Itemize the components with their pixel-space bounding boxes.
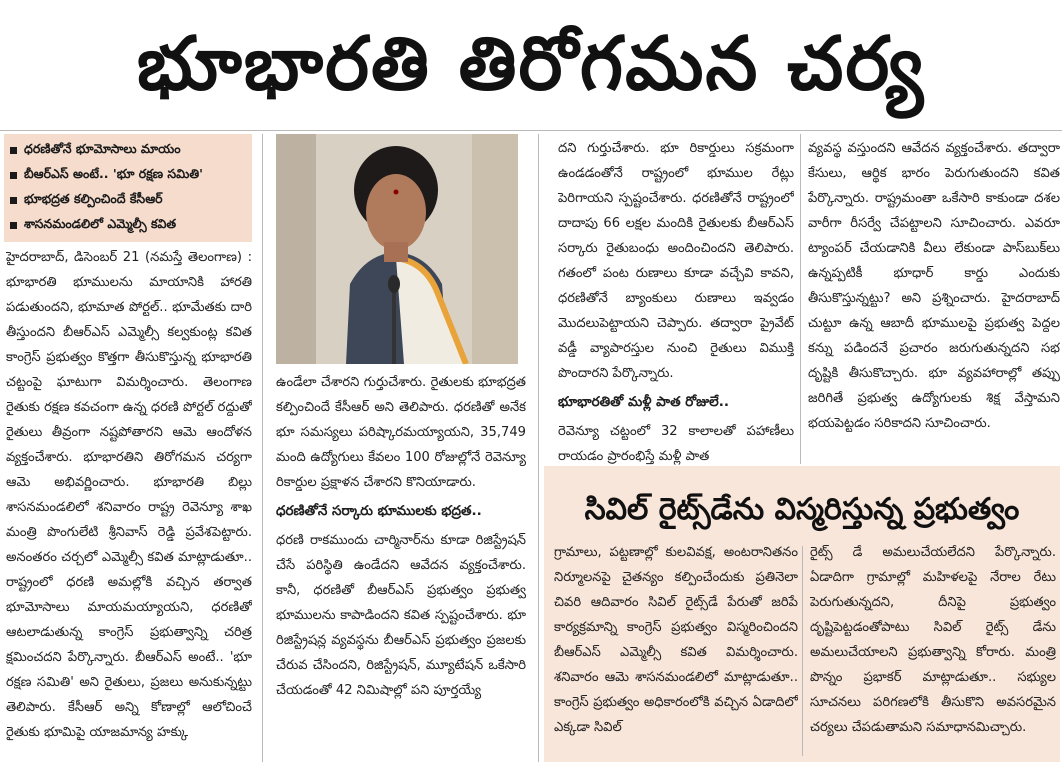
- headline: భూభారతి తిరోగమన చర్య: [136, 21, 926, 107]
- subheading-old-days: భూభారతితో మళ్లీ పాత రోజులే..: [558, 394, 730, 410]
- article-column-4: వ్యవస్థ వస్తుందని ఆవేదన వ్యక్తంచేశారు. తద్వారా కేసులు, ఆర్థిక భారం పెరుగుతుందని కవిత పేర్కొన్నారు. రాష్ట్రమంతా ఒకేసారి కాకుండా దశల వారీగా రీసర్వే చేపట్టాలని సూచించారు. ఎవరూ ట్యాంపర్‌ చేయడానికి వీలు లేకుండా పాస్‌బుక్‌లు ఉన్నప్పటికీ భూధార్‌ కార్డు ఎందుకు తీసుకొస్తున్నట్టు? అని ప్రశ్నించారు. హైదరాబాద్‌ చుట్టూ ఉన్న ఆబాదీ భూములపై ప్రభుత్వ పెద్దల కన్ను పడిందనే ప్రచారం జరుగుతున్నదని సభ దృష్టికి తీసుకొచ్చారు. భూ వ్యవహారాల్లో తప్పు జరిగితే ప్రభుత్వ ఉద్యోగులకు శిక్ష వేస్తామని భయపెట్టడం సరికాదని సూచించారు.: [808, 141, 1060, 431]
- box-title: సివిల్‌ రైట్స్‌డేను విస్మరిస్తున్న ప్రభుత్వం: [584, 492, 1020, 527]
- box-column-1: గ్రామాలు, పట్టణాల్లో కులవివక్ష, అంటరానితనం నిర్మూలనపై చైతన్యం కల్పించేందుకు ప్రతినెలా చివరి ఆదివారం సివిల్‌ రైట్స్‌డే పేరుతో జరిపే కార్యక్రమాన్ని కాంగ్రెస్‌ ప్రభుత్వం విస్మరించిందని బీఆర్‌ఎస్‌ ఎమ్మెల్సీ కవిత విమర్శించారు. శనివారం ఆమె శాసనమండలిలో మాట్లాడుతూ.. కాంగ్రెస్‌ ప్రభుత్వం అధికారంలోకి వచ్చిన ఏడాదిలో ఎక్కడా సివిల్‌: [554, 545, 798, 735]
- column-3-text-top: దని గుర్తుచేశారు. భూ రికార్డులు సక్రమంగా ఉండడంతోనే రాష్ట్రంలో భూముల రేట్లు పెరిగాయని స్పష్టంచేశారు. ధరణితోనే రాష్ట్రంలో దాదాపు 66 లక్షల మందికి రైతులకు బీఆర్‌ఎస్‌ సర్కారు రైతుబంధు అందించిందని తెలిపారు. గతంలో పంట రుణాలు కూడా వచ్చేవి కావని, ధరణితోనే బ్యాంకులు రుణాలు ఇవ్వడం మొదలుపెట్టాయని చెప్పారు. తద్వారా ప్రైవేట్‌ వడ్డీ వ్యాపారస్తుల నుంచి రైతులు విముక్తి పొందారని పేర్కొన్నారు.: [558, 141, 794, 381]
- highlight-text: ధరణితోనే భూమోసాలు మాయం: [24, 141, 181, 156]
- kavitha-photo-illustration: [276, 134, 518, 364]
- highlight-item: [10, 188, 246, 213]
- highlight-text: శాసనమండలిలో ఎమ్మెల్సీ కవిత: [24, 216, 177, 231]
- highlight-item: [10, 213, 246, 238]
- bullet-icon: [10, 172, 17, 179]
- article-column-3: [558, 136, 794, 476]
- column-divider: [262, 134, 263, 762]
- column-2-text-top: ఉండేలా చేశారని గుర్తుచేశారు. రైతులకు భూభద్రత కల్పించిందే కేసీఆర్‌ అని తెలిపారు. ధరణితో అనేక భూ సమస్యలు పరిష్కారమయ్యాయని, 35,749 మంది ఉద్యోగులు కేవలం 100 రోజుల్లోనే రెవెన్యూ రికార్డుల ప్రక్షాళన చేశారని కొనియాడారు.: [276, 375, 526, 490]
- column-divider: [800, 134, 801, 464]
- highlight-item: [10, 163, 246, 188]
- highlights-box: [4, 134, 252, 242]
- headline-divider: [0, 130, 1062, 131]
- article-column-1: హైదరాబాద్‌, డిసెంబర్‌ 21 (నమస్తే తెలంగాణ) : భూభారతి భూములను మాయానికి హారతి పడుతుందని, భూమాత పోర్టల్‌.. భూమేతకు దారి తీస్తుందని బీఆర్‌ఎస్‌ ఎమ్మెల్సీ కల్వకుంట్ల కవిత కాంగ్రెస్‌ ప్రభుత్వం కొత్తగా తీసుకొస్తున్న భూభారతి చట్టంపై ఘాటుగా విమర్శించారు. తెలంగాణ రైతుకు రక్షణ కవచంగా ఉన్న ధరణి పోర్టల్‌ రద్దుతో రైతులు తీవ్రంగా నష్టపోతారని ఆమె ఆందోళన వ్యక్తంచేశారు. భూభారతిని తిరోగమన చర్యగా ఆమె అభివర్ణించారు. భూభారతి బిల్లు శాసనమండలిలో శనివారం రాష్ట్ర రెవెన్యూ శాఖ మంత్రి పొంగులేటి శ్రీనివాస్‌ రెడ్డి ప్రవేశపెట్టారు. అనంతరం చర్చలో ఎమ్మెల్సీ కవిత మాట్లాడుతూ.. రాష్ట్రంలో ధరణి అమల్లోకి వచ్చిన తర్వాత భూమోసాలు మాయమయ్యాయని, ధరణితో ఆటలాడుతున్న కాంగ్రెస్‌ ప్రభుత్వాన్ని చరిత్ర క్షమించదని పేర్కొన్నారు. బీఆర్‌ఎస్‌ అంటే.. 'భూ రక్షణ సమితి' అని రైతులు, ప్రజలు అనుకున్నట్టు తెలిపారు. కేసీఆర్‌ అన్ని కోణాల్లో ఆలోచించే రైతుకు భూమిపై యాజమాన్య హక్కు: [6, 250, 252, 740]
- subheading-govt-lands: ధరణితోనే సర్కారు భూములకు భద్రత..: [276, 503, 482, 519]
- column-divider: [538, 134, 539, 762]
- article-column-2: [276, 370, 526, 761]
- column-2-text-bottom: ధరణి రాకముందు చార్మినార్‌ను కూడా రిజిస్ట్రేషన్‌ చేసే పరిస్థితి ఉండేదని ఆవేదన వ్యక్తంచేశారు. కానీ, ధరణితో బీఆర్‌ఎస్‌ ప్రభుత్వం ప్రభుత్వ భూములను కాపాడిందని కవిత స్పష్టంచేశారు. భూ రిజిస్ట్రేషన్ల వ్యవస్థను బీఆర్‌ఎస్‌ ప్రభుత్వం ప్రజలకు చేరువ చేసిందని, రిజిస్ట్రేషన్‌, మ్యూటేషన్‌ ఒకేసారి చేయడంతో 42 నిమిషాల్లో పని పూర్తయ్యే: [276, 533, 526, 698]
- column-3-text-bottom: రెవెన్యూ చట్టంలో 32 కాలాలతో పహాణీలు రాయడం ప్రారంభిస్తే మళ్లీ పాత: [558, 424, 794, 464]
- bullet-icon: [10, 222, 17, 229]
- box-column-2: రైట్స్‌ డే అమలుచేయలేదని పేర్కొన్నారు. ఏడాదిగా గ్రామాల్లో మహిళలపై నేరాల రేటు పెరుగుతున్నదని, దీనిపై ప్రభుత్వం దృష్టిపెట్టడంతోపాటు సివిల్‌ రైట్స్‌ డేను అమలుచేయాలని ప్రభుత్వాన్ని కోరారు. మంత్రి పొన్నం ప్రభాకర్‌ మాట్లాడుతూ.. సభ్యుల సూచనలు పరిగణలోకి తీసుకొని అవసరమైన చర్యలు చేపడుతామని సమాధానమిచ్చారు.: [810, 545, 1056, 735]
- bullet-icon: [10, 147, 17, 154]
- box-column-divider: [802, 546, 803, 756]
- highlight-text: బీఆర్‌ఎస్‌ అంటే.. 'భూ రక్షణ సమితి': [24, 166, 203, 181]
- highlight-text: భూభద్రత కల్పించిందే కేసీఆర్‌: [24, 191, 163, 206]
- article-photo: [276, 134, 518, 364]
- highlight-item: [10, 138, 246, 163]
- bullet-icon: [10, 197, 17, 204]
